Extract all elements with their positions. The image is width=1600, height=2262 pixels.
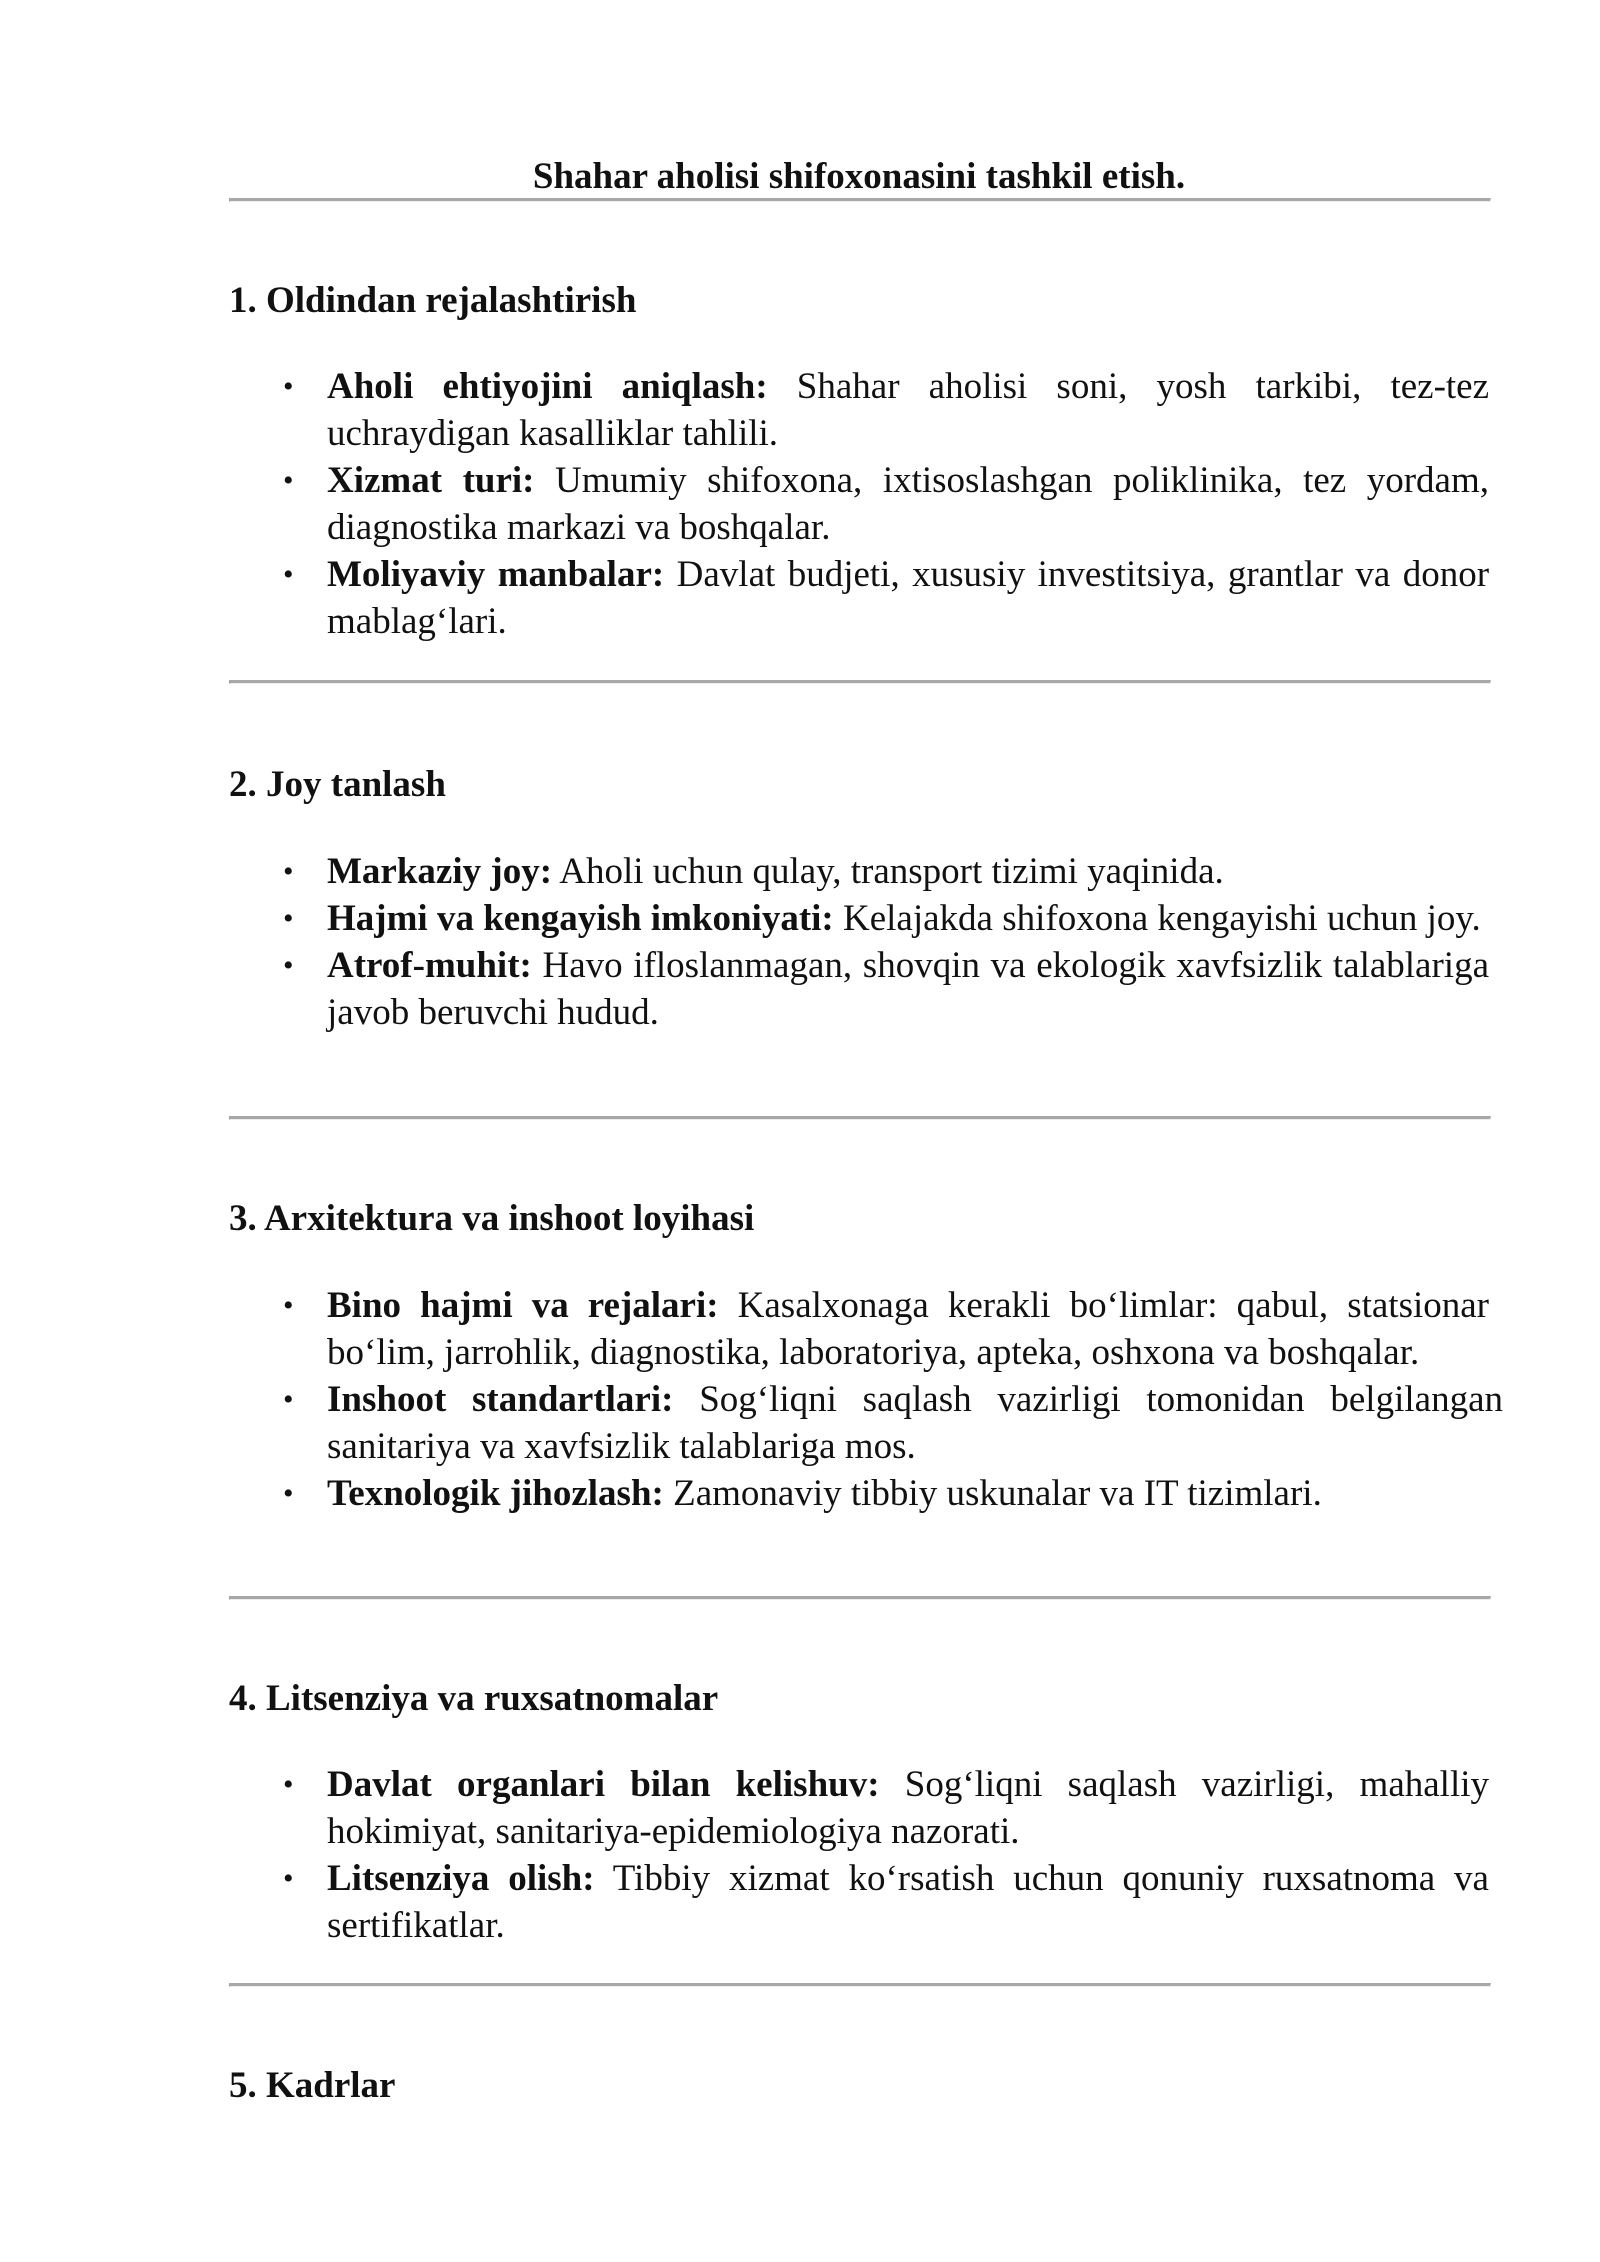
list-item (229, 942, 1489, 1036)
list-item (229, 1376, 1503, 1470)
section-heading-staff: 5. Kadrlar (229, 2065, 396, 2106)
item-text: Umumiy shifoxona, ixtisoslashgan poliklinika, tez yordam, diagnostika markazi va boshqalar. (327, 460, 1489, 548)
bullet-icon: • (283, 370, 294, 403)
section-divider (229, 680, 1491, 684)
list-item (229, 848, 1489, 895)
item-text: Shahar aholisi soni, yosh tarkibi, tez-tez uchraydigan kasalliklar tahlili. (327, 366, 1490, 454)
section-heading-licensing: 4. Litsenziya va ruxsatnomalar (229, 1678, 719, 1719)
section-divider (229, 1116, 1491, 1120)
bullet-icon: • (283, 464, 294, 497)
item-term: Texnologik jihozlash: (327, 1473, 664, 1514)
list-item (229, 895, 1489, 942)
licensing-list (229, 1761, 1489, 1949)
item-text: Kelajakda shifoxona kengayishi uchun joy. (843, 898, 1481, 939)
item-text: Aholi uchun qulay, transport tizimi yaqinida. (559, 851, 1224, 892)
bullet-icon: • (283, 1862, 294, 1895)
section-divider (229, 1983, 1491, 1987)
item-text: Tibbiy xizmat ko‘rsatish uchun qonuniy ruxsatnoma va sertifikatlar. (327, 1858, 1489, 1946)
item-text: Kasalxonaga kerakli bo‘limlar: qabul, statsionar bo‘lim, jarrohlik, diagnostika, laboratoriya, apteka, oshxona va boshqalar. (327, 1285, 1489, 1373)
item-term: Aholi ehtiyojini aniqlash: (327, 366, 768, 407)
architecture-list (229, 1282, 1503, 1517)
item-text: Sog‘liqni saqlash vazirligi, mahalliy hokimiyat, sanitariya-epidemiologiya nazorati. (327, 1764, 1489, 1852)
item-term: Markaziy joy: (327, 851, 553, 892)
list-item (229, 1761, 1489, 1855)
bullet-icon: • (283, 855, 294, 888)
section-divider (229, 1596, 1491, 1600)
item-term: Hajmi va kengayish imkoniyati: (327, 898, 834, 939)
list-item (229, 363, 1489, 457)
item-text: Havo ifloslanmagan, shovqin va ekologik xavfsizlik talablariga javob beruvchi hudud. (327, 945, 1490, 1033)
bullet-icon: • (283, 902, 294, 935)
section-heading-location: 2. Joy tanlash (229, 764, 446, 805)
section-divider (229, 198, 1491, 202)
list-item (229, 457, 1489, 551)
section-heading-architecture: 3. Arxitektura va inshoot loyihasi (229, 1198, 755, 1239)
bullet-icon: • (283, 1289, 294, 1322)
bullet-icon: • (283, 558, 294, 591)
list-item (229, 1855, 1489, 1949)
bullet-icon: • (283, 1477, 294, 1510)
list-item (229, 551, 1489, 645)
bullet-icon: • (283, 1768, 294, 1801)
item-text: Sog‘liqni saqlash vazirligi tomonidan belgilangan sanitariya va xavfsizlik talablariga mos. (327, 1379, 1503, 1467)
location-list (229, 848, 1489, 1036)
list-item (229, 1282, 1489, 1376)
bullet-icon: • (283, 949, 294, 982)
list-item (229, 1470, 1489, 1517)
item-term: Davlat organlari bilan kelishuv: (327, 1764, 880, 1805)
section-heading-planning: 1. Oldindan rejalashtirish (229, 280, 637, 321)
item-term: Moliyaviy manbalar: (327, 554, 665, 595)
item-text: Davlat budjeti, xususiy investitsiya, grantlar va donor mablag‘lari. (327, 554, 1490, 642)
item-term: Inshoot standartlari: (327, 1379, 674, 1420)
item-term: Atrof-muhit: (327, 945, 532, 986)
item-term: Xizmat turi: (327, 460, 535, 501)
document-title: Shahar aholisi shifoxonasini tashkil etish. (532, 156, 1186, 197)
bullet-icon: • (283, 1383, 294, 1416)
item-term: Litsenziya olish: (327, 1858, 595, 1899)
item-text: Zamonaviy tibbiy uskunalar va IT tizimlari. (673, 1473, 1322, 1514)
item-term: Bino hajmi va rejalari: (327, 1285, 719, 1326)
planning-list (229, 363, 1489, 645)
